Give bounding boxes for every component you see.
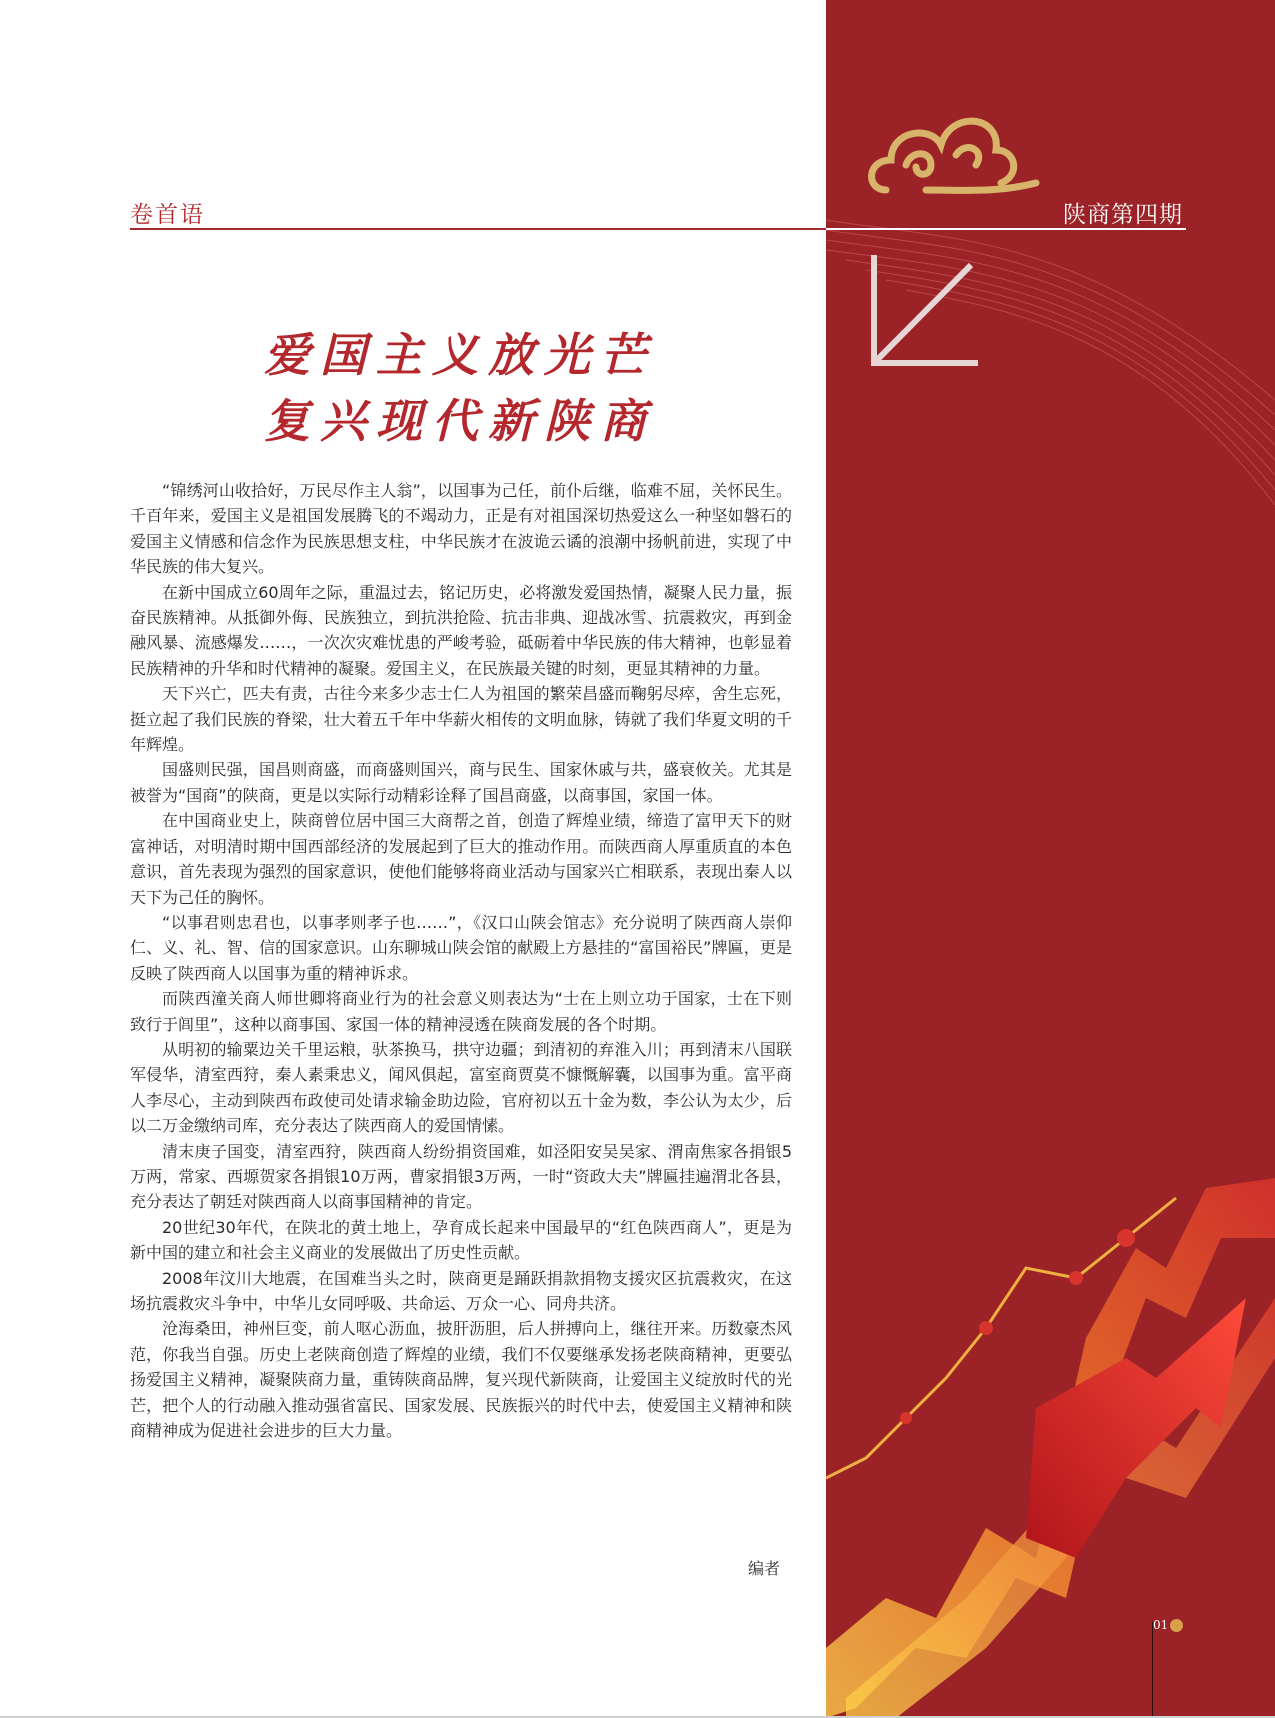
paragraph: “锦绣河山收拾好，万民尽作主人翁”，以国事为己任，前仆后继，临难不屈，关怀民生。千百年来，爱国主义是祖国发展腾飞的不竭动力，正是有对祖国深切热爱这么一种坚如磐石的爱国主义情感和信念作为民族思想支柱，中华民族才在波诡云谲的浪潮中扬帆前进，实现了中华民族的伟大复兴。 [130, 481, 792, 577]
header-rule-right [826, 228, 1186, 230]
paragraph: 而陕西潼关商人师世卿将商业行为的社会意义则表达为“士在上则立功于国家，士在下则致行于闾里”，这种以商事国、家国一体的精神浸透在陕商发展的各个时期。 [130, 989, 792, 1034]
red-side-panel [826, 0, 1275, 1718]
rising-arrow-graphic [826, 1178, 1275, 1718]
paragraph: 在新中国成立60周年之际，重温过去，铭记历史，必将激发爱国热情，凝聚人民力量，振奋民族精神。从抵御外侮、民族独立，到抗洪抢险、抗击非典、迎战冰雪、抗震救灾，再到金融风暴、流感爆发……，一次次灾难忧患的严峻考验，砥砺着中华民族的伟大精神，也彰显着民族精神的升华和时代精神的凝聚。爱国主义，在民族最关键的时刻，更显其精神的力量。 [130, 582, 792, 678]
section-label: 卷首语 [130, 202, 205, 228]
title-line-2: 复兴现代新陕商 [264, 394, 656, 448]
page-number: 01 [1153, 1618, 1169, 1632]
signature: 编者 [748, 1559, 781, 1578]
header-rule-left [130, 228, 826, 230]
paragraph: 在中国商业史上，陕商曾位居中国三大商帮之首，创造了辉煌业绩，缔造了富甲天下的财富神话，对明清时期中国西部经济的发展起到了巨大的推动作用。而陕西商人厚重质直的本色意识，首先表现为强烈的国家意识，使他们能够将商业活动与国家兴亡相联系，表现出秦人以天下为己任的胸怀。 [130, 811, 792, 907]
paragraph: 2008年汶川大地震，在国难当头之时，陕商更是踊跃捐款捐物支援灾区抗震救灾，在这场抗震救灾斗争中，中华儿女同呼吸、共命运、万众一心、同舟共济。 [130, 1268, 792, 1313]
paragraph: 天下兴亡，匹夫有责，古往今来多少志士仁人为祖国的繁荣昌盛而鞠躬尽瘁，舍生忘死，挺立起了我们民族的脊梁，壮大着五千年中华薪火相传的文明血脉，铸就了我们华夏文明的千年辉煌。 [130, 684, 792, 755]
paragraph: 沧海桑田，神州巨变，前人呕心沥血，披肝沥胆，后人拼搏向上，继往开来。历数豪杰风范，你我当自强。历史上老陕商创造了辉煌的业绩，我们不仅要继承发扬老陕商精神，更要弘扬爱国主义精神，凝聚陕商力量，重铸陕商品牌，复兴现代新陕商，让爱国主义绽放时代的光芒，把个人的行动融入推动强省富民、国家发展、民族振兴的时代中去，使爱国主义精神和陕商精神成为促进社会进步的巨大力量。 [130, 1319, 792, 1441]
cloud-logo-icon [866, 105, 1046, 215]
issue-label: 陕商第四期 [1063, 202, 1183, 228]
paragraph: 清末庚子国变，清室西狩，陕西商人纷纷捐资国难，如泾阳安吴吴家、渭南焦家各捐银5万两，常家、西塬贺家各捐银10万两，曹家捐银3万两，一时“资政大夫”牌匾挂遍渭北各县，充分表达了朝廷对陕西商人以商事国精神的肯定。 [130, 1141, 792, 1212]
page-number-rule [1152, 1622, 1153, 1718]
down-left-arrow-icon [866, 255, 986, 375]
paragraph: 国盛则民强，国昌则商盛，而商盛则国兴，商与民生、国家休戚与共，盛衰攸关。尤其是被誉为“国商”的陕商，更是以实际行动精彩诠释了国昌商盛，以商事国，家国一体。 [130, 760, 792, 805]
paragraph: 20世纪30年代，在陕北的黄土地上，孕育成长起来中国最早的“红色陕西商人”，更是为新中国的建立和社会主义商业的发展做出了历史性贡献。 [130, 1217, 792, 1263]
page-number-badge-icon [1170, 1619, 1183, 1632]
article-body [130, 478, 792, 1443]
paragraph: “以事君则忠君也，以事孝则孝子也……”，《汉口山陕会馆志》充分说明了陕西商人崇仰仁、义、礼、智、信的国家意识。山东聊城山陕会馆的献殿上方悬挂的“富国裕民”牌匾，更是反映了陕西商人以国事为重的精神诉求。 [130, 912, 792, 983]
article-title [140, 322, 780, 454]
title-line-1: 爱国主义放光芒 [264, 328, 656, 382]
paragraph: 从明初的输粟边关千里运粮，驮茶换马，拱守边疆；到清初的弃淮入川；再到清末八国联军侵华，清室西狩，秦人素秉忠义，闻风俱起，富室商贾莫不慷慨解囊，以国事为重。富平商人李尽心，主动到陕西布政使司处请求输金助边险，官府初以五十金为数，李公认为太少，后以二万金缴纳司库，充分表达了陕西商人的爱国情愫。 [130, 1039, 792, 1136]
